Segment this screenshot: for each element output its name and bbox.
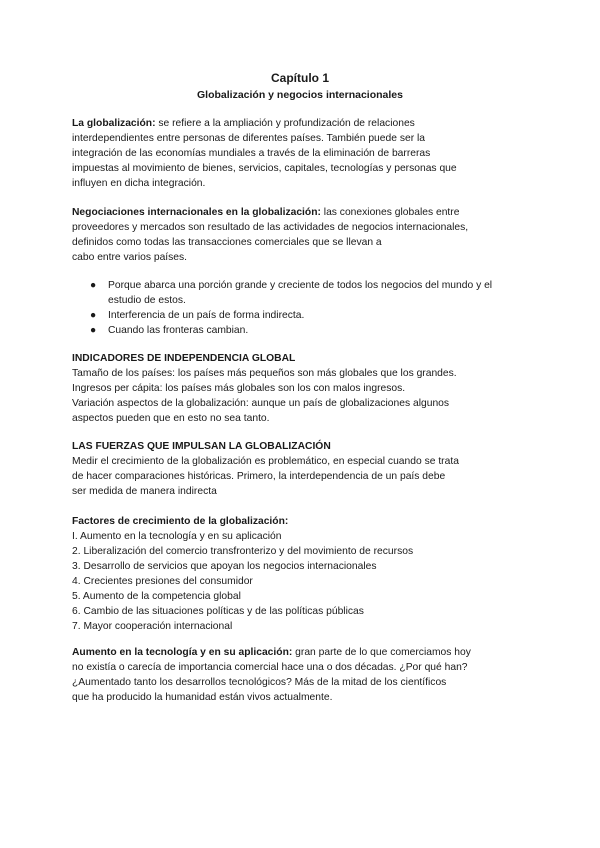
bullet-list xyxy=(90,278,540,338)
section-heading: Factores de crecimiento de la globalización: xyxy=(72,516,289,527)
paragraph-line: que ha producido la humanidad están vivos actualmente. xyxy=(72,692,333,703)
paragraph-line: influyen en dicha integración. xyxy=(72,178,206,189)
list-item: 6. Cambio de las situaciones políticas y de las políticas públicas xyxy=(72,606,364,617)
paragraph-line: proveedores y mercados son resultado de las actividades de negocios internacionales, xyxy=(72,222,469,233)
section-heading: LAS FUERZAS QUE IMPULSAN LA GLOBALIZACIÓN xyxy=(72,441,331,452)
paragraph-line: Negociaciones internacionales en la globalización: las conexiones globales entre xyxy=(72,207,460,218)
list-item: 3. Desarrollo de servicios que apoyan los negocios internacionales xyxy=(72,561,377,572)
paragraph-line: Tamaño de los países: los países más pequeños son más globales que los grandes. xyxy=(72,368,457,379)
paragraph-line: no existía o carecía de importancia comercial hace una o dos décadas. ¿Por qué han? xyxy=(72,662,468,673)
negotiations-term: Negociaciones internacionales en la globalización: xyxy=(72,207,321,218)
paragraph-line: La globalización: se refiere a la ampliación y profundización de relaciones xyxy=(72,118,415,129)
list-item: ● Cuando las fronteras cambian. xyxy=(90,325,249,336)
paragraph-line: impuestas al movimiento de bienes, servicios, capitales, tecnologías y personas que xyxy=(72,163,457,174)
forces-section xyxy=(72,439,532,499)
list-item: I. Aumento en la tecnología y en su aplicación xyxy=(72,531,282,542)
paragraph-line: ¿Aumentado tanto los desarrollos tecnológicos? Más de la mitad de los científicos xyxy=(72,677,447,688)
technology-paragraph xyxy=(72,645,532,705)
factors-section xyxy=(72,514,532,634)
negotiations-paragraph xyxy=(72,205,532,265)
bullet-icon: ● xyxy=(90,325,97,336)
globalization-term: La globalización: xyxy=(72,118,156,129)
technology-term: Aumento en la tecnología y en su aplicación: xyxy=(72,647,293,658)
chapter-title: Globalización y negocios internacionales xyxy=(197,89,403,101)
paragraph-line: Variación aspectos de la globalización: aunque un país de globalizaciones algunos xyxy=(72,398,450,409)
list-item: 2. Liberalización del comercio transfronterizo y del movimiento de recursos xyxy=(72,546,414,557)
indicators-section xyxy=(72,351,532,426)
paragraph-line: ser medida de manera indirecta xyxy=(72,486,217,497)
globalization-paragraph xyxy=(72,116,532,191)
paragraph-line: Medir el crecimiento de la globalización es problemático, en especial cuando se trata xyxy=(72,456,459,467)
paragraph-line: interdependientes entre personas de diferentes países. También puede ser la xyxy=(72,133,425,144)
chapter-number: Capítulo 1 xyxy=(270,71,329,85)
section-heading: INDICADORES DE INDEPENDENCIA GLOBAL xyxy=(72,353,296,364)
paragraph-line: integración de las economías mundiales a través de la eliminación de barreras xyxy=(72,148,431,159)
list-item: 7. Mayor cooperación internacional xyxy=(72,621,233,632)
paragraph-line: definidos como todas las transacciones comerciales que se llevan a xyxy=(72,237,382,248)
paragraph-line: de hacer comparaciones históricas. Primero, la interdependencia de un país debe xyxy=(72,471,446,482)
paragraph-line: Aumento en la tecnología y en su aplicación: gran parte de lo que comerciamos hoy xyxy=(72,647,471,658)
list-item: ● Interferencia de un país de forma indirecta. xyxy=(90,310,305,321)
paragraph-line: aspectos pueden que en esto no sea tanto. xyxy=(72,413,270,424)
list-item: ● Porque abarca una porción grande y creciente de todos los negocios del mundo y el estudio de estos. xyxy=(90,280,493,306)
bullet-icon: ● xyxy=(90,310,97,321)
list-item: 5. Aumento de la competencia global xyxy=(72,591,241,602)
paragraph-line: cabo entre varios países. xyxy=(72,252,188,263)
list-item: 4. Crecientes presiones del consumidor xyxy=(72,576,253,587)
bullet-icon: ● xyxy=(90,280,97,291)
paragraph-line: Ingresos per cápita: los países más globales son los con malos ingresos. xyxy=(72,383,406,394)
